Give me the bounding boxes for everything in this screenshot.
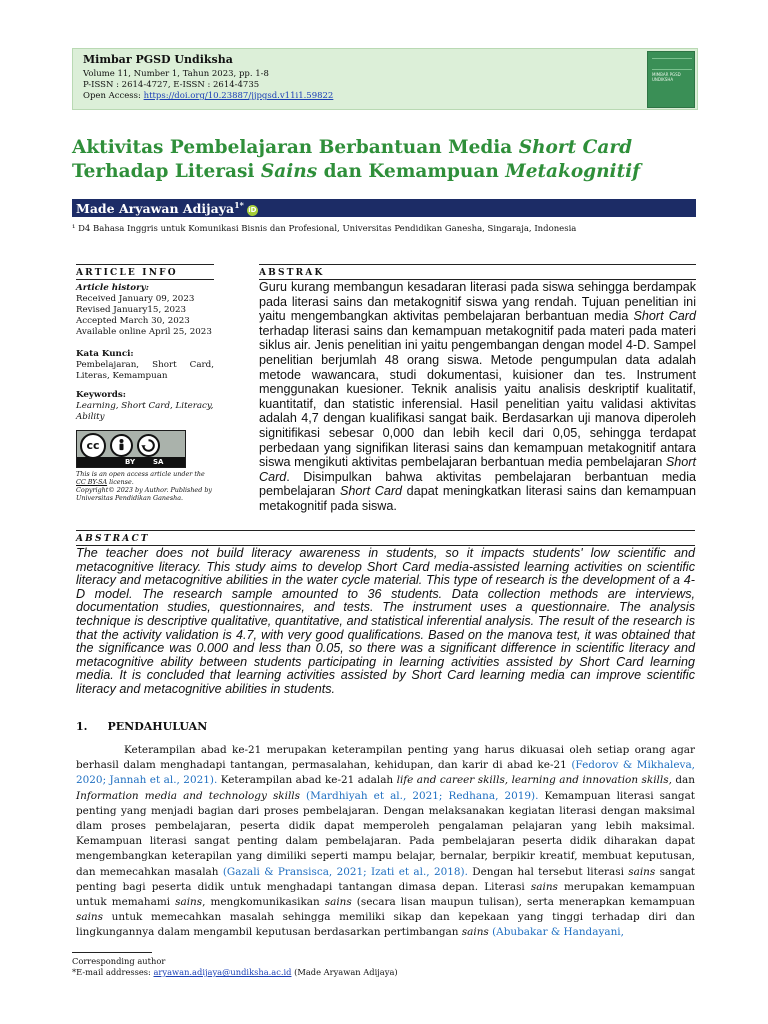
citation-link[interactable]: (Fedorov & Mikhaleva, 2020; Jannah et al., 2021). (76, 759, 695, 787)
keywords-list: Learning, Short Card, Literacy, Ability (76, 401, 214, 422)
badge-by-label: BY (125, 458, 136, 466)
abstrak-heading: ABSTRAK (259, 268, 325, 278)
online-date: Available online April 25, 2023 (76, 327, 212, 337)
author-bar (72, 199, 696, 217)
orcid-icon[interactable]: iD (248, 206, 257, 215)
abstract-heading: ABSTRACT (76, 534, 150, 544)
citation-link[interactable]: (Gazali & Pransisca, 2021; Izati et al., 2018). (222, 865, 468, 878)
divider (76, 530, 695, 531)
badge-label (77, 457, 185, 467)
journal-name: Mimbar PGSD Undiksha (83, 53, 233, 66)
article-title: Aktivitas Pembelajaran Berbantuan Media Short Card Terhadap Literasi Sains dan Kemampuan Metakognitif (72, 137, 641, 182)
accepted-date: Accepted March 30, 2023 (76, 316, 190, 326)
email-label: *E-mail addresses: (72, 967, 154, 977)
license-text: This is an open access article under the CC BY-SA license. Copyright© 2023 by Author. Published by Universitas Pendidikan Ganesha. (76, 470, 213, 502)
abstrak-text: Guru kurang membangun kesadaran literasi pada siswa sehingga berdampak pada literasi sains dan metakognitif siswa yang rendah. Tujuan penelitian ini yaitu mengembangkan aktivitas pembelajaran berbantuan media Short Card terhadap literasi sains dan kemampuan metakognitif pada materi pada materi siklus air. Jenis penelitian ini yaitu pengembangan dengan model 4-D. Sampel penelitian berjumlah 48 orang siswa. Metode pengumpulan data adalah metode wawancara, studi dokumentasi, kuisioner dan tes. Instrument menggunakan kuesioner. Teknik analisis yaitu analisis deskriptif kualitatif, kuantitatif, dan statistic inferensial. Hasil penelitian yaitu validasi aktivitas adalah 4,7 dengan kualifikasi sangat baik. Berdasarkan uji manova diperoleh signitifikasi sebesar 0,000 dan lebih kecil dari 0,05, sehingga terdapat perbedaan yang signifikan literasi sains dan kemampuan metakognitif antara siswa mengikuti aktivitas pembelajaran berbantuan media pembelajaran Short Card. Disimpulkan bahwa aktivitas pembelajaran berbantuan media pembelajaran Short Card dapat meningkatkan literasi sains dan kemampuan metakognitif pada siswa. (259, 280, 696, 513)
corresponding-label: Corresponding author (72, 956, 166, 966)
cc-by-sa-badge[interactable] (76, 430, 186, 468)
email-note: (Made Aryawan Adijaya) (291, 967, 398, 977)
doi-link[interactable]: https://doi.org/10.23887/jjpgsd.v11i1.59822 (143, 91, 334, 101)
attribution-icon (110, 434, 133, 457)
citation-link[interactable]: (Abubakar & Handayani, (488, 926, 624, 939)
divider (259, 264, 696, 265)
kata-kunci-heading: Kata Kunci: (76, 349, 134, 359)
cover-decoration (652, 58, 692, 70)
cover-title: MIMBAR PGSD UNDIKSHA (652, 72, 681, 82)
open-access-label: Open Access: (83, 91, 144, 101)
journal-issn: P-ISSN : 2614-4727, E-ISSN : 2614-4735 (83, 80, 260, 90)
journal-header (72, 48, 698, 110)
journal-cover-image (647, 51, 695, 108)
citation-link[interactable]: (Mardhiyah et al., 2021; Redhana, 2019). (300, 789, 539, 802)
kata-kunci-list: Pembelajaran, Short Card, Literas, Kemampuan (76, 360, 214, 381)
affiliation: ¹ D4 Bahasa Inggris untuk Komunikasi Bisnis dan Profesional, Universitas Pendidikan Ganesha, Singaraja, Indonesia (72, 224, 577, 234)
footnote-divider (72, 952, 152, 953)
email-link[interactable]: aryawan.adijaya@undiksha.ac.id (153, 967, 292, 977)
history-heading: Article history: (76, 283, 149, 293)
article-history (76, 283, 214, 338)
kata-kunci (76, 349, 214, 382)
journal-open-access (83, 91, 333, 102)
section-heading: 1. PENDAHULUAN (76, 720, 208, 733)
cc-icon: cc (80, 433, 106, 459)
article-info-heading: ARTICLE INFO (76, 268, 178, 278)
divider (76, 264, 214, 265)
license-link[interactable]: CC BY-SA (76, 478, 108, 486)
abstract-text: The teacher does not build literacy awareness in students, so it impacts students' low scientific and metacognitive literacy. This study aims to develop Short Card media-assisted learning activities on scientific literacy and metacognitive abilities in the water cycle material. This type of research is the development of a 4-D model. The research sample amounted to 36 students. Data collection methods are interviews, documentation studies, questionnaires, and tests. The instrument uses a questionnaire. The analysis technique is descriptive qualitative, quantitative, and statistical inferential analysis. The result of the research is that the activity validation is 4.7, with very good qualifications. Based on the manova test, it was obtained that the significance was 0.000 and less than 0.05, so there was a significant difference in scientific literacy and metacognitive ability between students participating in learning activities assisted by Short Card learning media. It is concluded that learning activities assisted by Short Card learning media can improve scientific literacy and metacognitive abilities in students. (76, 546, 695, 696)
received-date: Received January 09, 2023 (76, 294, 195, 304)
footnote (72, 956, 472, 978)
author-name: Made Aryawan Adijaya$^{1*}$iD (76, 200, 257, 217)
revised-date: Revised January15, 2023 (76, 305, 187, 315)
intro-paragraph: Keterampilan abad ke-21 merupakan keterampilan penting yang harus dikuasai oleh setiap orang agar berhasil dalam menghadapi tantangan, permasalahan, kehidupan, dan karir di abad ke-21 (Fedorov & Mikhaleva, 2020; Jannah et al., 2021). Keterampilan abad ke-21 adalah life and career skills, learning and innovation skills, dan Information media and technology skills (Mardhiyah et al., 2021; Redhana, 2019). Kemampuan literasi sangat penting yang menjadi bagian dari proses pembelajaran. Dengan melaksanakan kegiatan literasi dengan maksimal dlam proses pembelajaran, peserta didik dapat memperoleh pengalaman pelajaran yang lebih maksimal. Kemampuan literasi sangat penting dalam pembelajaran. Pada pembelajaran peserta didik diharakan dapat mengembangkan keterapilan yang dimiliki seperti mampu belajar, bernalar, berpikir kreatif, membuat keputusan, dan memecahkan masalah (Gazali & Pransisca, 2021; Izati et al., 2018). Dengan hal tersebut literasi sains sangat penting bagi peserta didik untuk menghadapi tantangan dimasa depan. Literasi sains merupakan kemampuan untuk memahami sains, mengkomunikasikan sains (secara lisan maupun tulisan), serta menerapkan kemampuan sains untuk memecahkan masalah sehingga memiliki sikap dan kepekaan yang tinggi terhadap diri dan lingkungannya dalam mengambil keputusan berdasarkan pertimbangan sains (Abubakar & Handayani, (76, 744, 695, 939)
keywords (76, 390, 214, 423)
author-marks: 1* (234, 200, 244, 210)
divider (76, 279, 214, 280)
journal-volume: Volume 11, Number 1, Tahun 2023, pp. 1-8 (83, 69, 269, 79)
badge-sa-label: SA (153, 458, 164, 466)
keywords-heading: Keywords: (76, 390, 126, 400)
share-alike-icon (137, 434, 160, 457)
